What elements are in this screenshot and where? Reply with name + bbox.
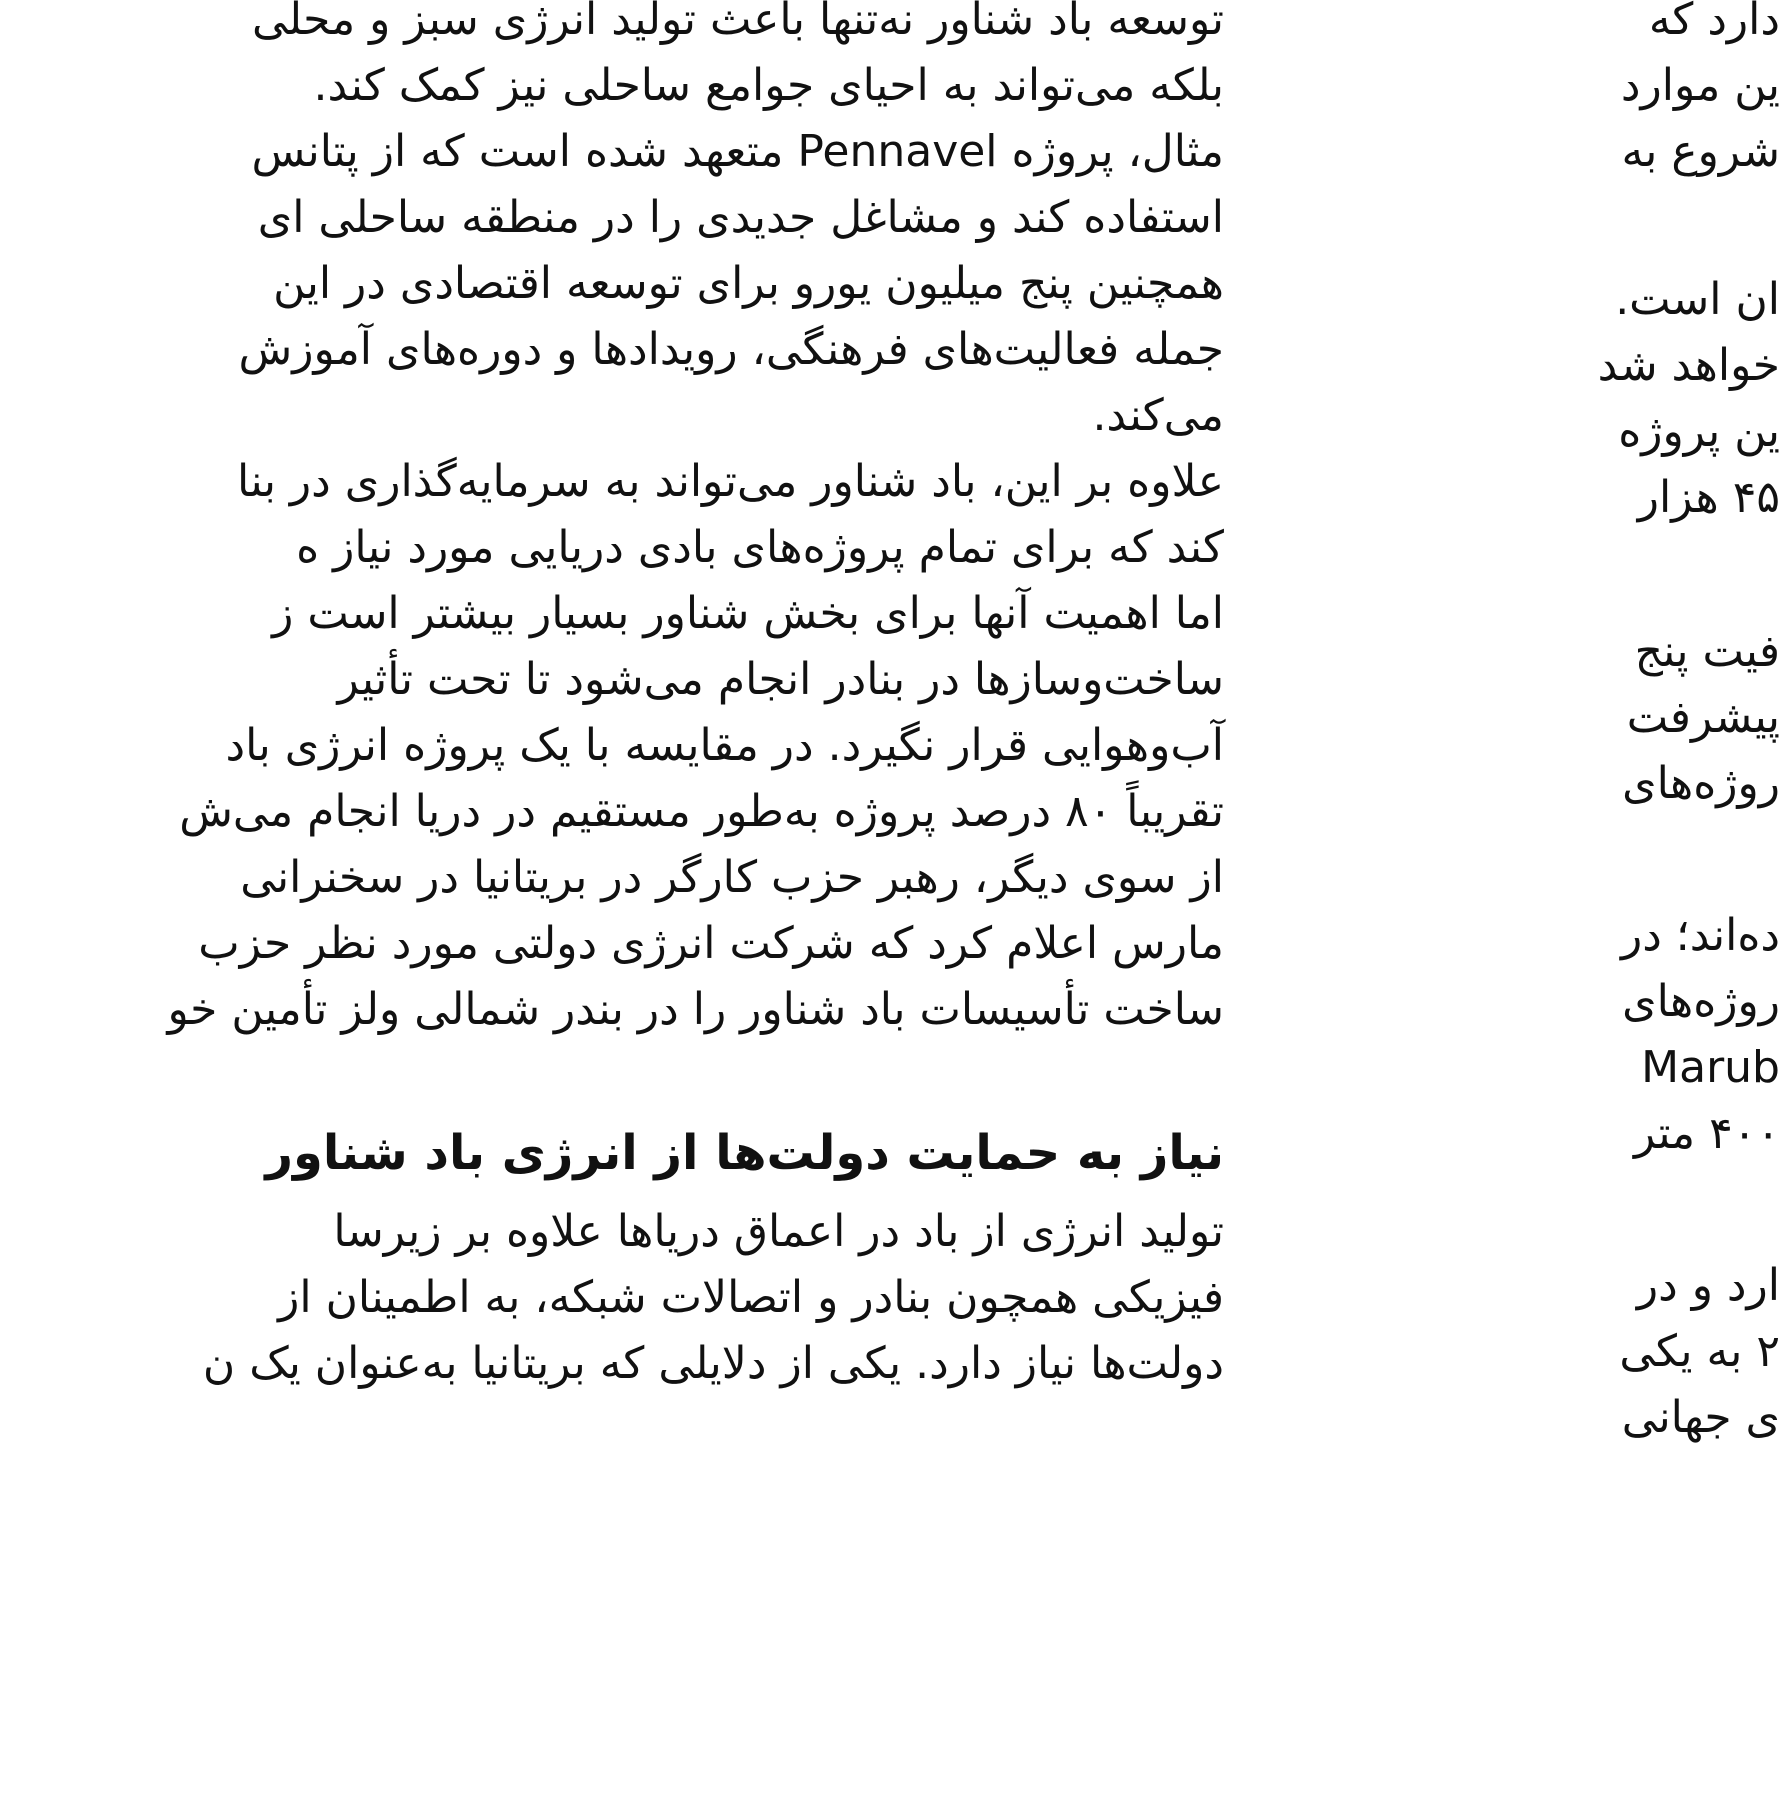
side-line: روژه‌های — [1622, 758, 1780, 809]
article-line: همچنین پنج میلیون یورو برای توسعه اقتصادی در این — [273, 258, 1224, 309]
article-line: آب‌وهوایی قرار نگیرد. در مقایسه با یک پروژه انرژی باد — [225, 720, 1224, 771]
article-line: ساخت‌وسازها در بنادر انجام می‌شود تا تحت تأثیر — [337, 654, 1224, 705]
side-line: ی جهانی — [1621, 1392, 1780, 1443]
side-line: ارد و در — [1636, 1260, 1780, 1311]
article-line: تقریباً ۸۰ درصد پروژه به‌طور مستقیم در دریا انجام می‌ش — [179, 786, 1224, 837]
article-line: از سوی دیگر، رهبر حزب کارگر در بریتانیا در سخنرانی — [240, 852, 1224, 903]
article-line: جمله فعالیت‌های فرهنگی، رویدادها و دوره‌های آموزش — [238, 324, 1224, 375]
article-line: مارس اعلام کرد که شرکت انرژی دولتی مورد نظر حزب — [198, 918, 1224, 969]
article-line: می‌کند. — [1092, 390, 1224, 441]
side-line: ین پروژه — [1618, 406, 1780, 457]
article-line: استفاده کند و مشاغل جدیدی را در منطقه ساحلی ای — [257, 192, 1224, 243]
side-line: خواهد شد — [1597, 340, 1780, 391]
side-line: شروع به — [1621, 126, 1780, 177]
article-line: ساخت تأسیسات باد شناور را در بندر شمالی ولز تأمین خو — [167, 984, 1224, 1035]
article-line: مثال، پروژه Pennavel متعهد شده است که از پتانس — [251, 126, 1224, 177]
side-line: ان است. — [1615, 274, 1780, 325]
side-line: ده‌اند؛ در — [1620, 910, 1780, 961]
side-line: ۴۵ هزار — [1637, 472, 1780, 523]
side-line: ۲ به یکی — [1619, 1326, 1780, 1377]
article-line: تولید انرژی از باد در اعماق دریاها علاوه بر زیرسا — [333, 1206, 1224, 1257]
side-line: فیت پنج — [1634, 626, 1780, 677]
section-heading: نیاز به حمایت دولت‌ها از انرژی باد شناور — [265, 1125, 1224, 1181]
side-line: روژه‌های — [1622, 976, 1780, 1027]
side-line: Marub — [1641, 1042, 1780, 1093]
side-line: پیشرفت — [1626, 692, 1780, 743]
side-line: ین موارد — [1620, 60, 1780, 111]
article-line: فیزیکی همچون بنادر و اتصالات شبکه، به اطمینان از — [278, 1272, 1224, 1323]
article-line: دولت‌ها نیاز دارد. یکی از دلایلی که بریتانیا به‌عنوان یک ن — [202, 1338, 1224, 1389]
article-line: بلکه می‌تواند به احیای جوامع ساحلی نیز کمک کند. — [313, 60, 1224, 111]
side-line: ۴۰۰ متر — [1633, 1108, 1780, 1159]
article-line: کند که برای تمام پروژه‌های بادی دریایی مورد نیاز ه — [296, 522, 1224, 573]
article-line: اما اهمیت آنها برای بخش شناور بسیار بیشتر است ز — [272, 588, 1224, 639]
side-line: دارد که — [1648, 0, 1780, 45]
article-line: توسعه باد شناور نه‌تنها باعث تولید انرژی سبز و محلی — [251, 0, 1224, 45]
article-line: علاوه بر این، باد شناور می‌تواند به سرمایه‌گذاری در بنا — [237, 456, 1224, 507]
